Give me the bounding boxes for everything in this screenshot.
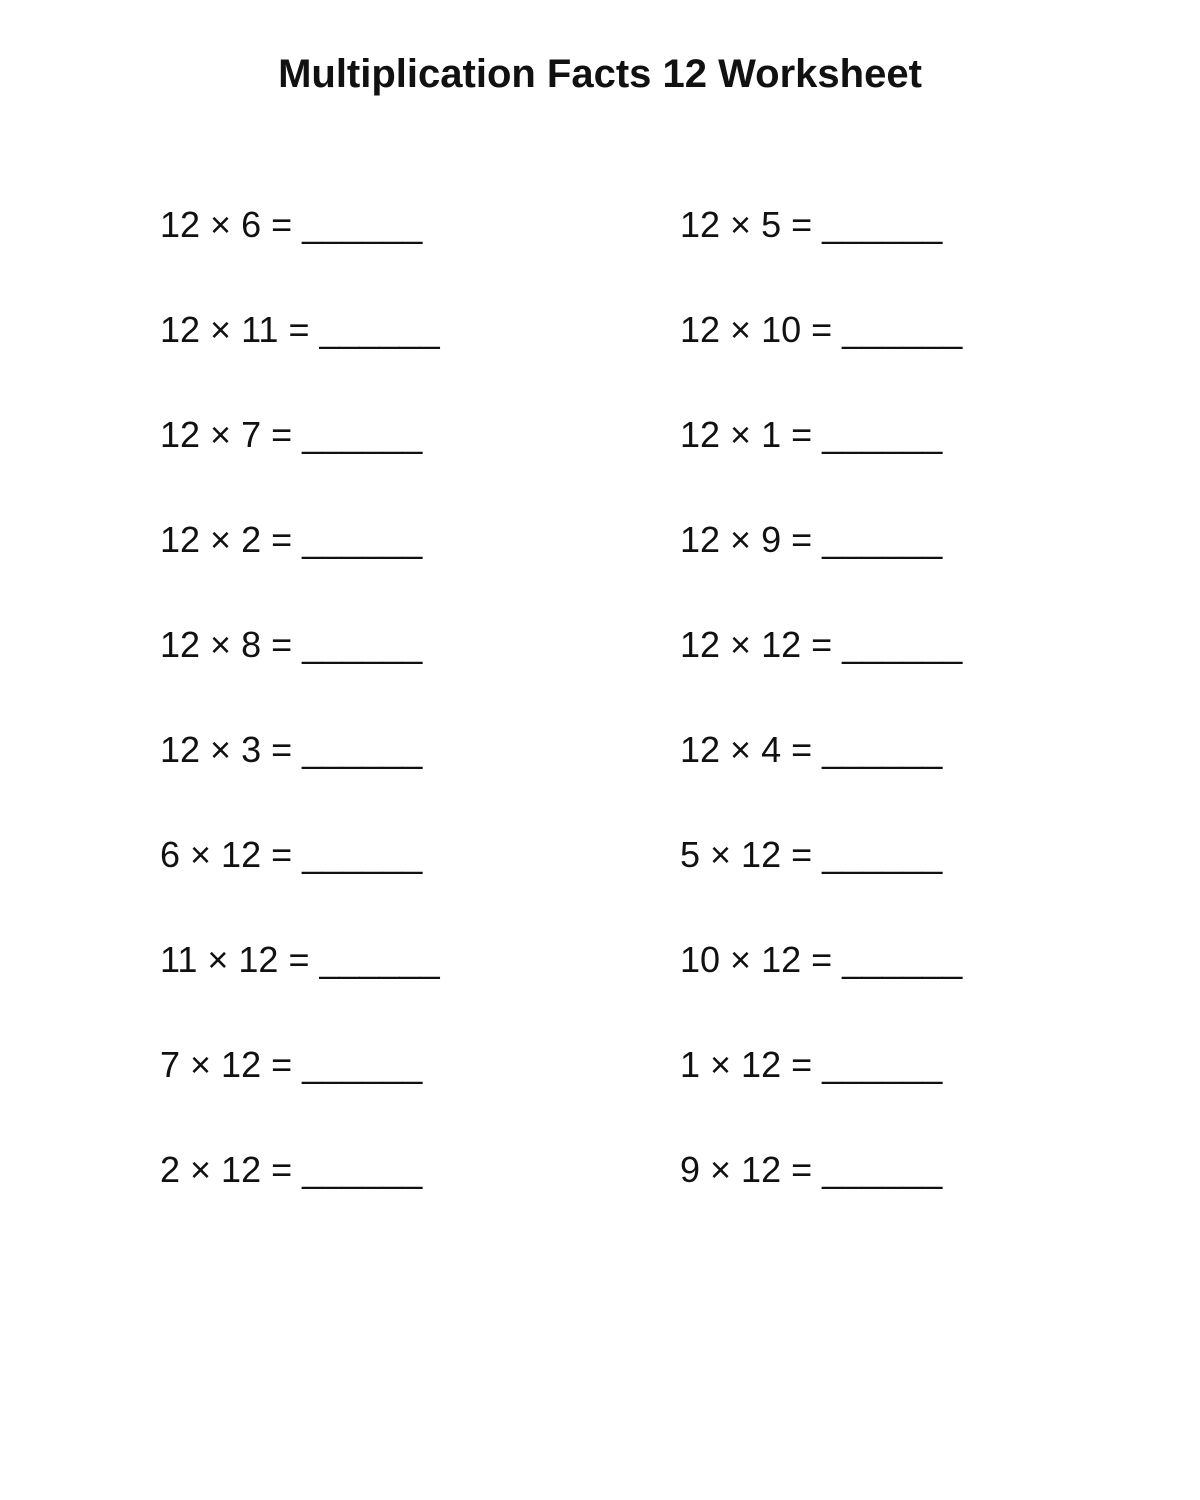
problem-item: 12 × 3 = ______ (160, 729, 423, 770)
right-problem-column (680, 203, 962, 1253)
problem-item: 2 × 12 = ______ (160, 1149, 423, 1190)
problem-item: 12 × 12 = ______ (680, 624, 963, 665)
problem-item: 7 × 12 = ______ (160, 1044, 423, 1085)
problem-item: 12 × 1 = ______ (680, 414, 943, 455)
problem-item: 12 × 2 = ______ (160, 519, 423, 560)
problem-item: 5 × 12 = ______ (680, 834, 943, 875)
problem-item: 12 × 11 = ______ (160, 309, 440, 350)
worksheet-title: Multiplication Facts 12 Worksheet (278, 52, 922, 96)
problem-item: 12 × 6 = ______ (160, 204, 423, 245)
problem-item: 9 × 12 = ______ (680, 1149, 943, 1190)
problem-item: 12 × 10 = ______ (680, 309, 963, 350)
problem-item: 11 × 12 = ______ (160, 939, 440, 980)
problem-item: 12 × 4 = ______ (680, 729, 943, 770)
problem-item: 12 × 7 = ______ (160, 414, 423, 455)
problem-item: 12 × 9 = ______ (680, 519, 943, 560)
problem-item: 10 × 12 = ______ (680, 939, 963, 980)
problem-item: 6 × 12 = ______ (160, 834, 423, 875)
problem-item: 1 × 12 = ______ (680, 1044, 943, 1085)
left-problem-column (160, 203, 440, 1253)
problem-item: 12 × 5 = ______ (680, 204, 943, 245)
problem-item: 12 × 8 = ______ (160, 624, 423, 665)
